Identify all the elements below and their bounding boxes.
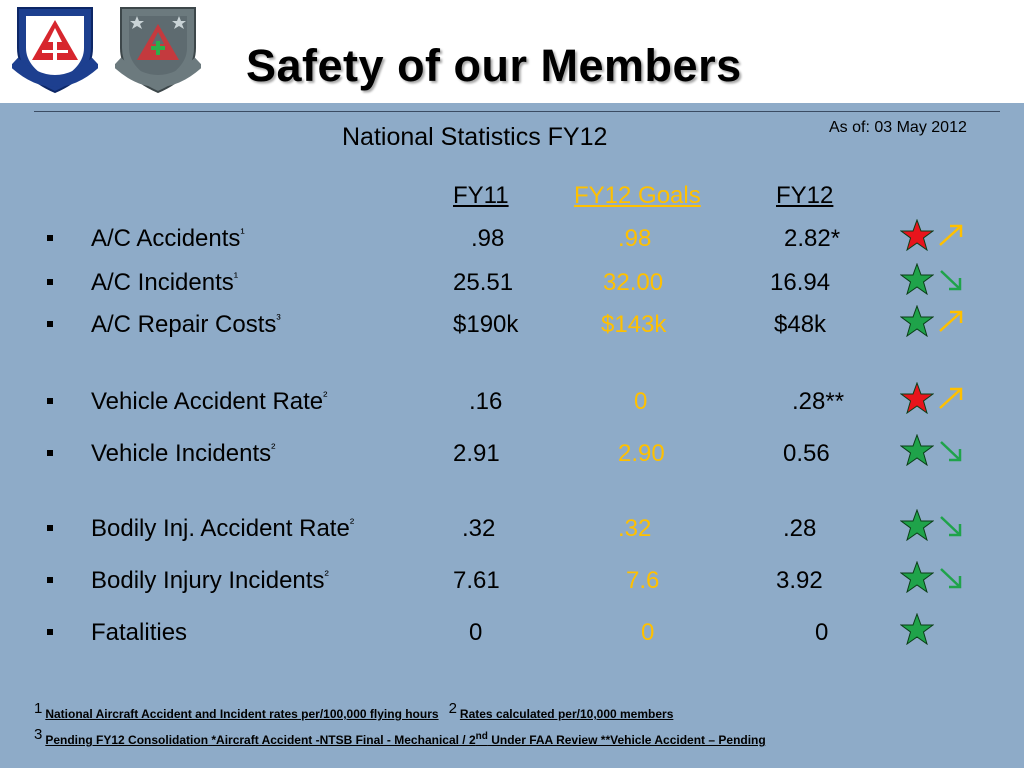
row-label [91,440,275,468]
fy11-value: 0 [469,619,483,646]
fy12-value: .28 [783,515,817,542]
trend-down-arrow-icon [937,511,965,539]
fy12-goal-value: 0 [634,388,648,415]
fy11-value: .32 [462,515,496,542]
fy12-goal-value: 0 [641,619,655,646]
row-label-footnote-mark: ¹ [240,225,245,240]
column-header-fy12: FY12 [776,182,834,209]
fy12-goal-value: 32.00 [603,269,664,296]
fy12-value: 0.56 [783,440,830,467]
fy11-value: 2.91 [453,440,500,467]
table-row [0,440,1024,472]
red-star-icon [900,219,934,251]
bullet-icon [47,629,53,635]
row-label [91,388,328,416]
row-label-footnote-mark: ¹ [233,269,239,284]
fy11-value: $190k [453,311,519,338]
trend-up-arrow-icon [937,384,965,412]
as-of-date: As of: 03 May 2012 [829,119,967,136]
fy11-value: .16 [469,388,503,415]
fy12-value: .28** [792,388,845,415]
red-star-icon [900,382,934,414]
row-label-footnote-mark: ² [323,388,328,403]
bullet-icon [47,525,53,531]
fy12-goal-value: 7.6 [626,567,660,594]
fy12-value: 16.94 [770,269,831,296]
trend-up-arrow-icon [937,221,965,249]
fy12-goal-value: $143k [601,311,667,338]
row-label-footnote-mark: ³ [276,311,281,326]
fy12-value: 0 [815,619,829,646]
row-label-text: Vehicle Accident Rate [91,388,324,415]
cap-safety-logo-icon [115,4,201,96]
footnote-text: National Aircraft Accident and Incident rates per/100,000 flying hours [45,707,439,721]
table-row [0,619,1024,651]
footnote-text-part: Pending FY12 Consolidation *Aircraft Accident -NTSB Final - Mechanical / 2 [45,733,476,747]
trend-down-arrow-icon [937,265,965,293]
page-title: Safety of our Members [246,40,742,91]
footnote-number: 1 [34,700,43,717]
row-label [91,225,245,253]
row-label-text: A/C Incidents [91,269,234,296]
footnote-number: 3 [34,726,43,743]
green-star-icon [900,509,934,541]
row-label-footnote-mark: ² [271,440,276,455]
row-label-footnote-mark: ² [324,567,329,582]
fy12-value: $48k [774,311,827,338]
bullet-icon [47,235,53,241]
table-row [0,269,1024,301]
fy12-goal-value: .98 [618,225,652,252]
trend-up-arrow-icon [937,307,965,335]
green-star-icon [900,434,934,466]
header [0,0,1024,103]
table-row [0,225,1024,257]
footnote-line-1 [34,700,673,721]
fy11-value: .98 [471,225,505,252]
row-label-footnote-mark: ² [349,515,355,530]
column-header-fy12-goals: FY12 Goals [574,182,701,209]
green-star-icon [900,613,934,645]
table-row [0,311,1024,343]
footnote-text [45,733,765,747]
row-label-text: Fatalities [91,619,188,646]
fy12-goal-value: .32 [618,515,652,542]
footnote-superscript: nd [475,731,488,742]
bullet-icon [47,321,53,327]
row-label-text: Bodily Injury Incidents [91,567,325,594]
bullet-icon [47,577,53,583]
row-label-text: Bodily Inj. Accident Rate [91,515,350,542]
footnote-number: 2 [448,700,457,717]
fy12-value: 2.82* [784,225,841,252]
footnote-text-part: Under FAA Review **Vehicle Accident – Pending [487,733,766,747]
row-label [91,269,238,297]
fy11-value: 7.61 [453,567,500,594]
row-label [91,515,354,543]
row-label [91,567,329,595]
bullet-icon [47,279,53,285]
fy11-value: 25.51 [453,269,514,296]
fy12-goal-value: 2.90 [618,440,665,467]
row-label [91,311,281,339]
green-star-icon [900,561,934,593]
trend-down-arrow-icon [937,563,965,591]
trend-down-arrow-icon [937,436,965,464]
bullet-icon [47,398,53,404]
title-divider [34,111,1000,112]
green-star-icon [900,263,934,295]
cap-logo-icon [12,4,98,96]
table-row [0,515,1024,547]
content-panel [0,103,1024,768]
row-label-text: A/C Repair Costs [91,311,277,338]
row-label [91,619,187,647]
footnote-line-2 [34,726,766,747]
footnote-text: Rates calculated per/10,000 members [459,707,674,721]
table-row [0,388,1024,420]
green-star-icon [900,305,934,337]
subtitle: National Statistics FY12 [342,123,608,151]
bullet-icon [47,450,53,456]
table-row [0,567,1024,599]
fy12-value: 3.92 [776,567,823,594]
column-header-fy11: FY11 [453,182,509,209]
row-label-text: A/C Accidents [91,225,241,252]
row-label-text: Vehicle Incidents [91,440,272,467]
